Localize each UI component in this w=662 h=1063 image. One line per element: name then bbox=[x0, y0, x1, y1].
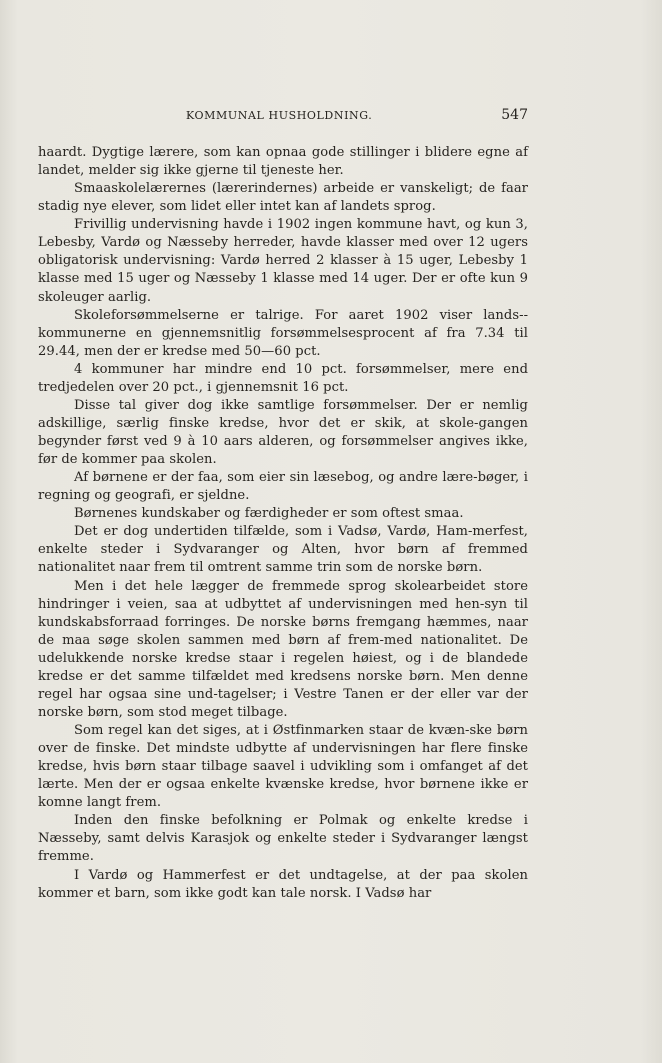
paragraph: I Vardø og Hammerfest er det undtagelse, at der paa skolen kommer et barn, som ikke godt kan tale norsk. I Vadsø har bbox=[38, 867, 528, 901]
paragraph: Men i det hele lægger de fremmede sprog skolearbeidet store hindringer i veien, saa at udbyttet af undervisningen med hen-syn til kundskabsforraad forringes. De norske børns fremgang hæmmes, naar de maa søge skolen sammen med børn af frem-med nationalitet. De udelukkende norske kredse staar i regelen høiest, og i de blandede kredse er det samme tilfældet med kredsens norske børn. Men denne regel har ogsaa sine und-tagelser; i Vestre Tanen er der eller var der norske børn, som stod meget tilbage. bbox=[38, 578, 528, 720]
paragraph: Skoleforsømmelserne er talrige. For aaret 1902 viser lands-kommunerne en gjennemsnitlig forsømmelsesprocent af fra 7.34 til 29.44, men der er kredse med 50—60 pct. bbox=[38, 307, 528, 359]
page-number: 547 bbox=[501, 107, 528, 123]
paragraph: Af børnene er der faa, som eier sin læsebog, og andre lære-bøger, i regning og geografi, er sjeldne. bbox=[38, 470, 528, 504]
page-header bbox=[38, 109, 528, 127]
paragraph: Det er dog undertiden tilfælde, som i Vadsø, Vardø, Ham-merfest, enkelte steder i Sydvaranger og Alten, hvor børn af fremmed nationalitet naar frem til omtrent samme trin som de norske børn. bbox=[38, 524, 528, 576]
paragraph: Børnenes kundskaber og færdigheder er som oftest smaa. bbox=[74, 506, 464, 522]
body-text bbox=[38, 144, 528, 903]
paragraph: 4 kommuner har mindre end 10 pct. forsømmelser, mere end tredjedelen over 20 pct., i gjennemsnit 16 pct. bbox=[38, 361, 528, 395]
paragraph: Disse tal giver dog ikke samtlige forsømmelser. Der er nemlig adskillige, særlig finske kredse, hvor det er skik, at skole-gangen begynder først ved 9 à 10 aars alderen, og forsømmelser angives ikke, før de kommer paa skolen. bbox=[38, 397, 528, 468]
paragraph: Som regel kan det siges, at i Østfinmarken staar de kvæn-ske børn over de finske. Det mindste udbytte af undervisningen har flere finske kredse, hvis børn staar tilbage saavel i udvikling som i omfanget af det lærte. Men der er ogsaa enkelte kvænske kredse, hvor børnene ikke er komne langt frem. bbox=[38, 723, 528, 811]
paragraph: Smaaskolelærernes (lærerindernes) arbeide er vanskeligt; de faar stadig nye elever, som lidet eller intet kan af landets sprog. bbox=[38, 181, 528, 215]
running-title: KOMMUNAL HUSHOLDNING. bbox=[186, 109, 373, 122]
paragraph: Inden den finske befolkning er Polmak og enkelte kredse i Næsseby, samt delvis Karasjok og enkelte steder i Sydvaranger længst fremme. bbox=[38, 813, 528, 865]
paragraph: Frivillig undervisning havde i 1902 ingen kommune havt, og kun 3, Lebesby, Vardø og Næsseby herreder, havde klasser med over 12 ugers obligatorisk undervisning: Vardø herred 2 klasser à 15 uger, Lebesby 1 klasse med 15 uger og Næsseby 1 klasse med 14 uger. Der er ofte kun 9 skoleuger aarlig. bbox=[38, 217, 528, 305]
paragraph: haardt. Dygtige lærere, som kan opnaa gode stillinger i blidere egne af landet, melder sig ikke gjerne til tjeneste her. bbox=[38, 145, 528, 179]
